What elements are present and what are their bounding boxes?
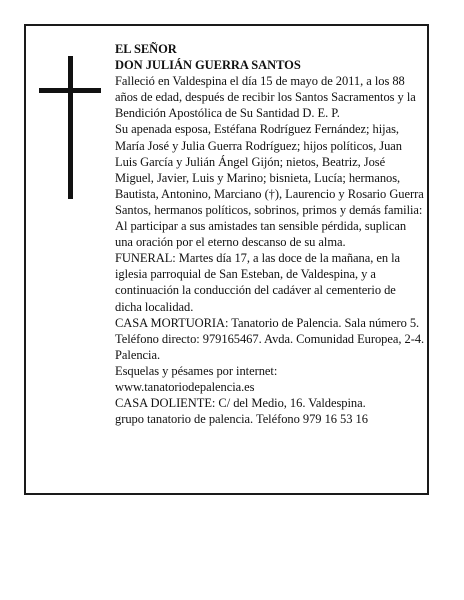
funeral-group-phone: grupo tanatorio de palencia. Teléfono 979 16 53 16 (115, 412, 368, 427)
heading-title: EL SEÑOR (115, 42, 177, 56)
obituary-notice (24, 24, 429, 495)
family-list: Su apenada esposa, Estéfana Rodríguez Fernández; hijas, María José y Julia Guerra Rodríguez; hijos políticos, Juan Luis García y Julián Ángel Gijón; nietos, Beatriz, José Miguel, Javier, Luis y Marino; bisnieta, Lucía; hermanos, Bautista, Antonino, Marciano (†), Laurencio y Rosario Guerra Santos, hermanos políticos, sobrinos, primos y demás familia: (115, 122, 424, 217)
deceased-name: DON JULIÁN GUERRA SANTOS (115, 58, 301, 73)
prayer-request: Al participar a sus amistades tan sensible pérdida, suplican una oración por el eterno descanso de su alma. (115, 219, 407, 250)
obituary-text (115, 41, 425, 427)
cross-icon-horizontal-bar (39, 88, 101, 93)
death-announcement: Falleció en Valdespina el día 15 de mayo de 2011, a los 88 años de edad, después de recibir los Santos Sacramentos y la Bendición Apostólica de Su Santidad D. E. P. (115, 74, 416, 121)
cross-icon-vertical-bar (68, 56, 73, 199)
website-url: www.tanatoriodepalencia.es (115, 379, 255, 394)
internet-condolences-label: Esquelas y pésames por internet: (115, 363, 278, 378)
funeral-home-info: CASA MORTUORIA: Tanatorio de Palencia. Sala número 5. Teléfono directo: 979165467. Avda. Comunidad Europea, 2-4. Palencia. (115, 315, 425, 362)
funeral-info: FUNERAL: Martes día 17, a las doce de la mañana, en la iglesia parroquial de San Esteban, de Valdespina, y a continuación la conducción del cadáver al cementerio de dicha localidad. (115, 251, 401, 314)
family-home-address: CASA DOLIENTE: C/ del Medio, 16. Valdespina. (115, 396, 366, 411)
